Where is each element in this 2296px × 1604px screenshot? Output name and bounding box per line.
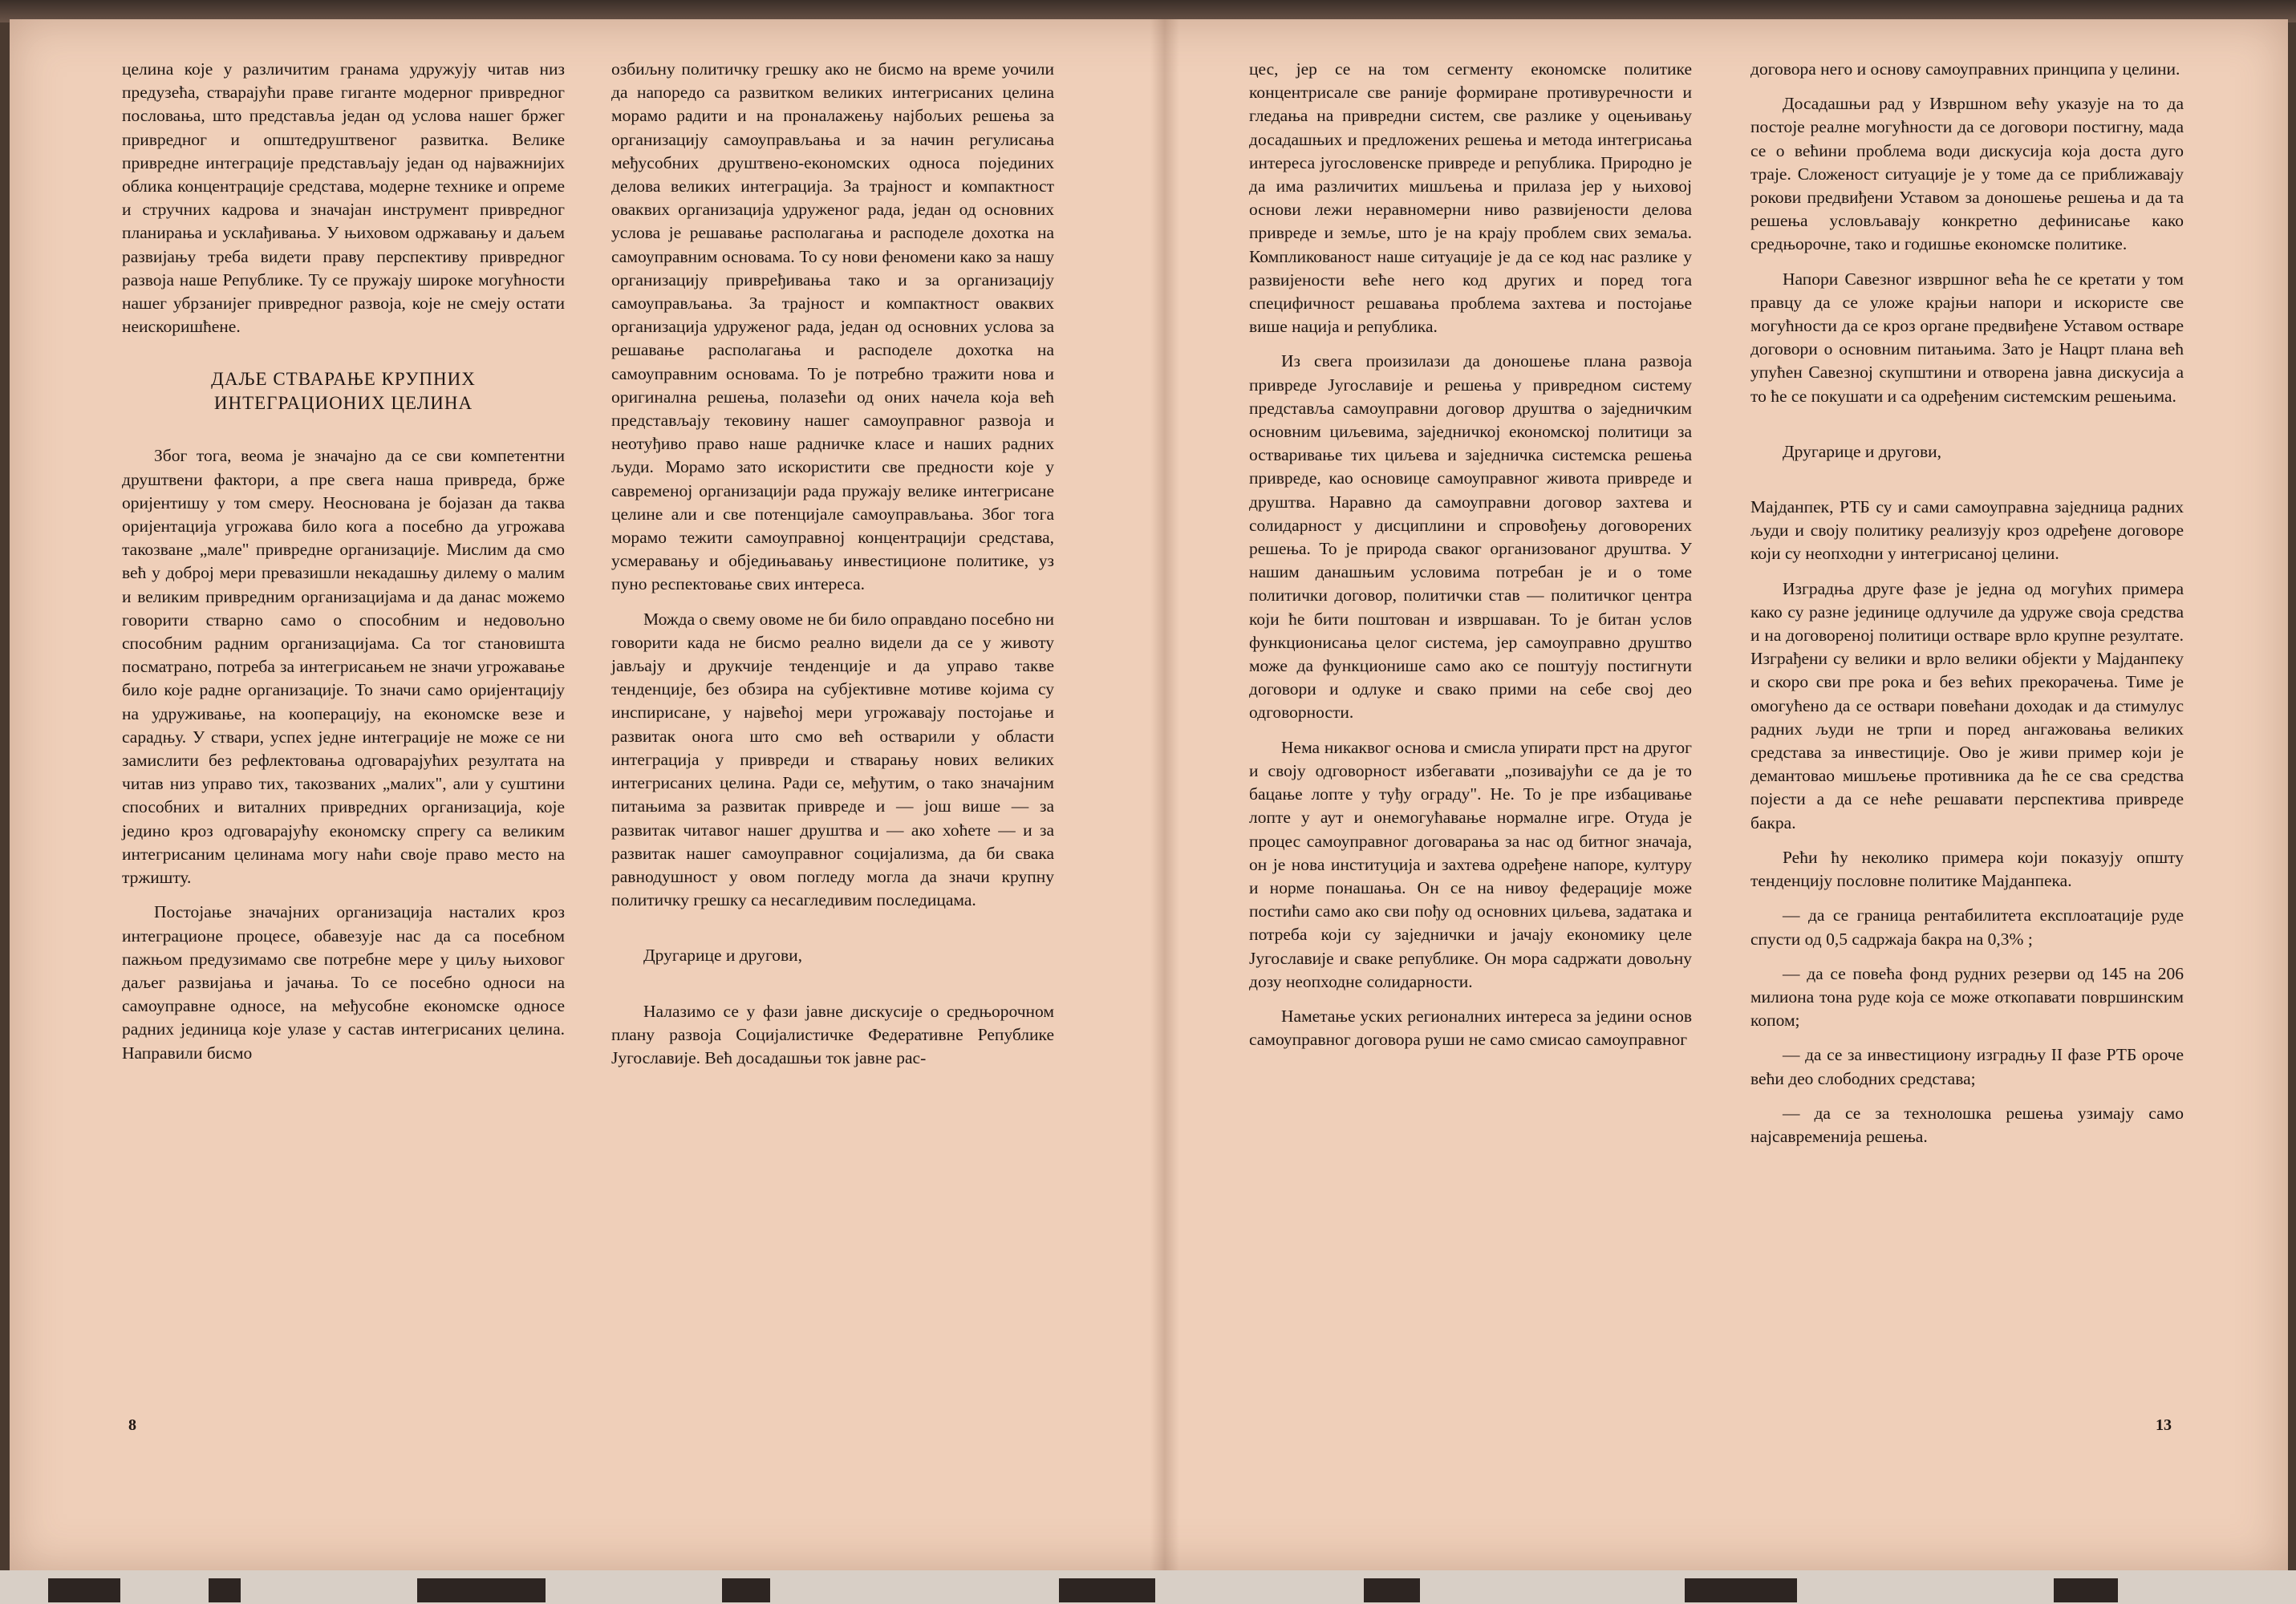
paragraph: Налазимо се у фази јавне дискусије о средњорочном плану развоја Социјалистичке Федеративне Републике Југославије. Већ досадашњи ток јавне рас-: [611, 1001, 1054, 1067]
list-item: — да се за технолошка решења узимају само најсавременија решења.: [1750, 1103, 2184, 1146]
scan-bottom-edge: [0, 1570, 2296, 1604]
decorative-stripe: [417, 1578, 546, 1602]
paragraph: Нема никаквог основа и смисла упирати прст на другог и своју одговорност избегавати „позивајући се да је то бацање лопте у туђу ограду". Не. То је пре избацивање лопте у аут и онемогућавање нормалне игре. Отуда је процес самоуправног договарања за нас од битног значаја, он је нова институција и захтева одређене напоре, културу и норме понашања. Он се на нивоу федерације може постићи само ако сви пођу од основних циљева, задатака и потреба који су заједнички и јачају економику целе Југославије и сваке републике. Он мора садржати довољну дозу неопходне солидарности.: [1249, 737, 1692, 991]
section-heading-line-2: ИНТЕГРАЦИОНИХ ЦЕЛИНА: [213, 393, 473, 414]
paragraph: цес, јер се на том сегменту економске политике концентрисале све раније формиране противуречности и гледања на привредни систем, све разлике у оцењивању досадашњих и предложених решења и метода интегрисања интереса југословенске привреде и република. Природно је да има различитих мишљења и прилаза јер у њиховој основи лежи неравномерни ниво развијености делова привреде и земље, што је на крају проблем свих земаља. Компликованост наше ситуације је да се код нас разлике у развијености веће него код других и поред тога специфичност решавања проблема захтева и постојање више нација и република.: [1249, 59, 1692, 337]
decorative-stripe: [1364, 1578, 1420, 1602]
paragraph: Можда о свему овоме не би било оправдано посебно ни говорити када не бисмо реално видели да се у животу јављају и друкчије тенденције и да управо такве тенденције, без обзира на субјективне мотиве којима су инспирисане, у највећој мери угрожавају постојање и развитак онога што смо већ остварили у области интеграција у привреди и стварању нових великих интегрисаних целина. Ради се, међутим, о тако значајним питањима за развитак привреде и — још више — за развитак читавог нашег друштва и — ако хоћете — и за развитак нашег самоуправног социјализма, да би свака равнодушност у овом погледу могла да значи крупну политичку грешку са несагледивим последицама.: [611, 609, 1054, 910]
decorative-stripe: [48, 1578, 120, 1602]
right-page-column-1: [1249, 58, 1692, 1051]
page-gutter: [1150, 19, 1179, 1572]
paragraph: Наметање уских регионалних интереса за једини основ самоуправног договора руши не само смисао самоуправног: [1249, 1006, 1692, 1050]
left-page-column-2: [611, 58, 1054, 1070]
magazine-spread: [10, 19, 2288, 1572]
decorative-stripe: [1685, 1578, 1797, 1602]
section-heading-line-1: ДАЉЕ СТВАРАЊЕ КРУПНИХ: [211, 369, 476, 390]
paragraph: Из свега произилази да доношење плана развоја привреде Југославије и решења у привредном систему представља самоуправни договор друштва о заједничким основним циљевима, заједничкој економској политици за остваривање тих циљева и заједничка системска решења привреде, као основице самоуправног живота привреде и друштва. Наравно да самоуправни договор захтева и солидарност у дисциплини и спровођењу договорених решења. То је природа сваког организованог друштва. У нашим данашњим условима потребан је и о томе политички договор, политички став — политичког центра који ће бити поштован и извршаван. То је битан услов функционисања целог система, јер самоуправно друштво може да функционише само ако се поштују постигнути договори и одлуке и свако прими на себе свој део одговорности.: [1249, 351, 1692, 723]
decorative-stripe: [209, 1578, 241, 1602]
list-item: — да се повећа фонд рудних резерви од 145 на 206 милиона тона руде која се може откопавати површинским копом;: [1750, 963, 2184, 1031]
page-number-left: 8: [128, 1416, 136, 1434]
list-item: — да се за инвестициону изградњу II фазе РТБ ороче већи део слободних средстава;: [1750, 1045, 2184, 1088]
right-page-column-2: [1750, 58, 2184, 1148]
paragraph: Рећи ћу неколико примера који показују општу тенденцију пословне политике Мајданпека.: [1750, 847, 2184, 891]
page-number-right: 13: [2156, 1416, 2172, 1434]
decorative-stripe: [722, 1578, 770, 1602]
paragraph: Због тога, веома је значајно да се сви компетентни друштвени фактори, а пре свега наша привреда, брже оријентишу у том смеру. Неоснована је бојазан да таква оријентација угрожава било кога а посебно да угрожава такозване „мале" привредне организације. Мислим да смо већ у доброј мери превазишли некадашњу дилему о малим и великим привредним организацијама и да данас можемо говорити стварно само о способним и недовољно способним радним организацијама. Са тог становишта посматрано, потреба за интегрисањем не значи угрожавање било које радне организације. То значи само оријентацију на удруживање, на кооперацију, на економске везе и сарадњу. У ствари, успех једне интеграције не може се ни замислити без рефлектовања одговарајућих резултата на читав низ управо тих, такозваних „малих", али у суштини способних и виталних привредних организација, које једино кроз одговарајућу економску спрегу са великим интегрисаним целинама могу наћи своје право место на тржишту.: [122, 446, 565, 888]
greeting: Другарице и другови,: [643, 946, 803, 966]
list-item: — да се граница рентабилитета експлоатације руде спусти од 0,5 садржаја бакра на 0,3% ;: [1750, 905, 2184, 949]
decorative-stripe: [2054, 1578, 2118, 1602]
paragraph: озбиљну политичку грешку ако не бисмо на време уочили да напоредо са развитком великих интегрисаних целина морамо радити и на проналажењу најбољих решења за организацију самоуправљања и за начин регулисања међусобних друштвено-економских односа појединих делова великих интеграција. За трајност и компактност оваквих организација удруженог рада, један од основних услова је решавање располагања и расподеле дохотка на самоуправним основама. То су нови феномени како за нашу организацију привређивања тако и за организацију самоуправљања. За трајност и компактност оваквих организација удруженог рада, један од основних услова за решавање располагања и расподеле дохотка на самоуправним основама. То је потребно тражити нова и оригинална решења, полазећи од оних начела која већ представљају тековину нашег самоуправног развоја и неотуђиво право наше радничке класе и наших радних људи. Морамо зато искористити све предности које у савременој организацији рада пружају велике интегрисане целине али и све потенцијале самоуправљања. Због тога морамо тежити самоуправној концентрацији средстава, усмеравању и обједињавању инвестиционе политике, уз пуно респектовање свих интереса.: [611, 59, 1054, 594]
greeting: Другарице и другови,: [1783, 441, 1942, 461]
paragraph: Изградња друге фазе је једна од могућих примера како су разне јединице одлучиле да удруже своја средства и на договореној политици остваре врло крупне резултате. Изграђени су велики и врло велики објекти у Мајданпеку и скоро сви пре рока и без већих прекорачења. Тиме је омогућено да се оствари повећани доходак и да стимулус радних људи не трпи и поред ангажовања великих средстава за инвестиције. Ово је живи пример који је демантовао мишљење противника да ће се сва средства појести а да се неће решавати перспектива привреде бакра.: [1750, 578, 2184, 832]
section-heading: [122, 367, 565, 415]
paragraph: Мајданпек, РТБ су и сами самоуправна заједница радних људи и своју политику реализују кроз одређене договоре који су неопходни у интегрисаној целини.: [1750, 497, 2184, 564]
paragraph: целина које у различитим гранама удружују читав низ предузећа, стварајући праве гиганте модерног привредног пословања, што представља један од услова нашег бржег привредног и општедруштвеног развитка. Велике привредне интеграције представљају један од најважнијих облика концентрације средстава, модерне технике и опреме и стручних кадрова и значајан инструмент привредног планирања и усклађивања. У њиховом одржавању и даљем развијању треба видети праву перспективу привредног развоја наше Републике. Ту се пружају широке могућности нашег убрзанијег привредног развоја, које не смеју остати неискоришћене.: [122, 59, 565, 337]
paragraph: договора него и основу самоуправних принципа у целини.: [1750, 59, 2180, 79]
paragraph: Напори Савезног извршног већа ће се кретати у том правцу да се уложе крајњи напори и искористе све могућности да се кроз органе предвиђене Уставом остваре договори о основним питањима. Зато је Нацрт плана већ упућен Савезној скупштини и отворена јавна дискусија а то ће се покушати и са одређеним системским решењима.: [1750, 269, 2184, 406]
paragraph: Досадашњи рад у Извршном већу указује на то да постоје реалне могућности да се договори постигну, мада се о већини проблема води дискусија која доста дуго траје. Сложеност ситуације је у томе да се приближавају рокови предвиђени Уставом за доношење решења и да та решења условљавају конкретно дефинисање како средњорочне, тако и годишње економске политике.: [1750, 94, 2184, 254]
paragraph: Постојање значајних организација насталих кроз интеграционе процесе, обавезује нас да са посебном пажњом предузимамо све потребне мере у циљу њиховог даљег развијања и јачања. То се посебно односи на самоуправне односе, на међусобне економске односе радних јединица које улазе у састав интегрисаних целина. Направили бисмо: [122, 902, 565, 1063]
left-page-column-1: [122, 58, 565, 1065]
decorative-stripe: [1059, 1578, 1155, 1602]
